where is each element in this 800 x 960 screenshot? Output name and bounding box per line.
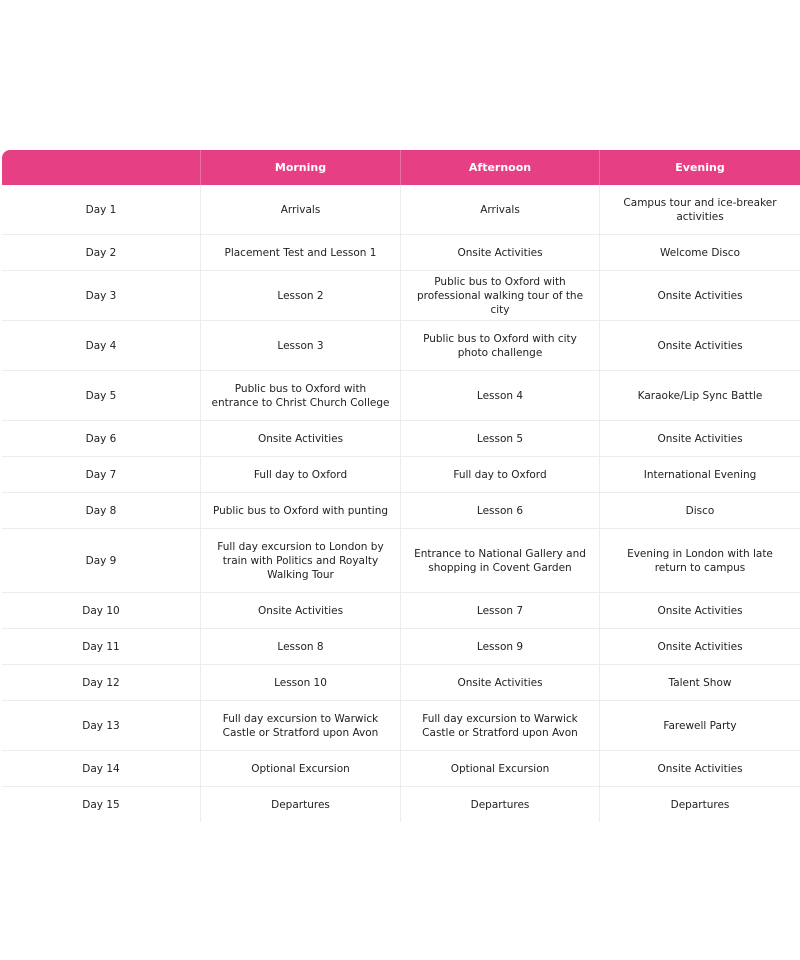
evening-cell: Welcome Disco	[659, 246, 741, 259]
morning-cell: Lesson 8	[201, 629, 401, 664]
evening-cell: Evening in London with late return to campus	[627, 547, 773, 574]
afternoon-cell: Full day to Oxford	[401, 457, 600, 492]
evening-cell: Departures	[670, 798, 730, 811]
day-cell: Day 4	[2, 321, 201, 370]
day-cell: Day 5	[2, 371, 201, 420]
table-row	[2, 665, 800, 701]
day-cell: Day 9	[2, 529, 201, 592]
afternoon-cell: Optional Excursion	[401, 751, 600, 786]
afternoon-cell: Arrivals	[401, 185, 600, 234]
morning-cell: Lesson 10	[201, 665, 401, 700]
afternoon-cell: Public bus to Oxford with professional walking tour of the city	[401, 271, 600, 320]
evening-cell: Campus tour and ice-breaker activities	[623, 196, 777, 223]
day-cell: Day 15	[2, 787, 201, 822]
day-cell: Day 6	[2, 421, 201, 456]
evening-cell: Talent Show	[668, 676, 732, 689]
evening-cell: Onsite Activities	[657, 289, 743, 302]
afternoon-cell: Onsite Activities	[401, 235, 600, 270]
morning-cell: Onsite Activities	[201, 593, 401, 628]
afternoon-cell: Lesson 6	[401, 493, 600, 528]
morning-cell: Full day to Oxford	[201, 457, 401, 492]
header-afternoon: Afternoon	[401, 150, 600, 185]
evening-cell: Onsite Activities	[657, 604, 743, 617]
day-cell: Day 12	[2, 665, 201, 700]
afternoon-cell: Public bus to Oxford with city photo challenge	[401, 321, 600, 370]
table-row	[2, 185, 800, 235]
morning-cell: Full day excursion to Warwick Castle or Stratford upon Avon	[201, 701, 401, 750]
morning-cell: Departures	[201, 787, 401, 822]
afternoon-cell: Entrance to National Gallery and shopping in Covent Garden	[401, 529, 600, 592]
schedule-table	[2, 150, 800, 822]
table-row	[2, 271, 800, 321]
morning-cell: Onsite Activities	[201, 421, 401, 456]
afternoon-cell: Departures	[401, 787, 600, 822]
table-row	[2, 457, 800, 493]
evening-cell: Disco	[685, 504, 715, 517]
morning-cell: Arrivals	[201, 185, 401, 234]
morning-cell: Public bus to Oxford with entrance to Christ Church College	[201, 371, 401, 420]
evening-cell: Onsite Activities	[657, 640, 743, 653]
afternoon-cell: Lesson 7	[401, 593, 600, 628]
evening-cell: Onsite Activities	[657, 339, 743, 352]
afternoon-cell: Lesson 5	[401, 421, 600, 456]
table-row	[2, 235, 800, 271]
day-cell: Day 10	[2, 593, 201, 628]
header-morning: Morning	[201, 150, 401, 185]
evening-cell: Farewell Party	[663, 719, 737, 732]
evening-cell: Karaoke/Lip Sync Battle	[637, 389, 763, 402]
day-cell: Day 1	[2, 185, 201, 234]
table-row	[2, 751, 800, 787]
evening-cell: International Evening	[643, 468, 757, 481]
day-cell: Day 11	[2, 629, 201, 664]
morning-cell: Public bus to Oxford with punting	[201, 493, 401, 528]
morning-cell: Full day excursion to London by train with Politics and Royalty Walking Tour	[201, 529, 401, 592]
evening-cell: Onsite Activities	[657, 432, 743, 445]
morning-cell: Placement Test and Lesson 1	[201, 235, 401, 270]
morning-cell: Optional Excursion	[201, 751, 401, 786]
afternoon-cell: Onsite Activities	[401, 665, 600, 700]
table-row	[2, 787, 800, 822]
day-cell: Day 14	[2, 751, 201, 786]
afternoon-cell: Lesson 4	[401, 371, 600, 420]
day-cell: Day 13	[2, 701, 201, 750]
afternoon-cell: Lesson 9	[401, 629, 600, 664]
table-row	[2, 493, 800, 529]
table-row	[2, 593, 800, 629]
day-cell: Day 7	[2, 457, 201, 492]
morning-cell: Lesson 2	[201, 271, 401, 320]
day-cell: Day 8	[2, 493, 201, 528]
table-row	[2, 371, 800, 421]
table-row	[2, 629, 800, 665]
table-row	[2, 529, 800, 593]
morning-cell: Lesson 3	[201, 321, 401, 370]
table-row	[2, 321, 800, 371]
header-day	[2, 150, 201, 185]
table-header	[2, 150, 800, 185]
day-cell: Day 3	[2, 271, 201, 320]
table-row	[2, 421, 800, 457]
evening-cell: Onsite Activities	[657, 762, 743, 775]
header-evening: Evening	[675, 160, 725, 174]
afternoon-cell: Full day excursion to Warwick Castle or Stratford upon Avon	[401, 701, 600, 750]
table-row	[2, 701, 800, 751]
day-cell: Day 2	[2, 235, 201, 270]
